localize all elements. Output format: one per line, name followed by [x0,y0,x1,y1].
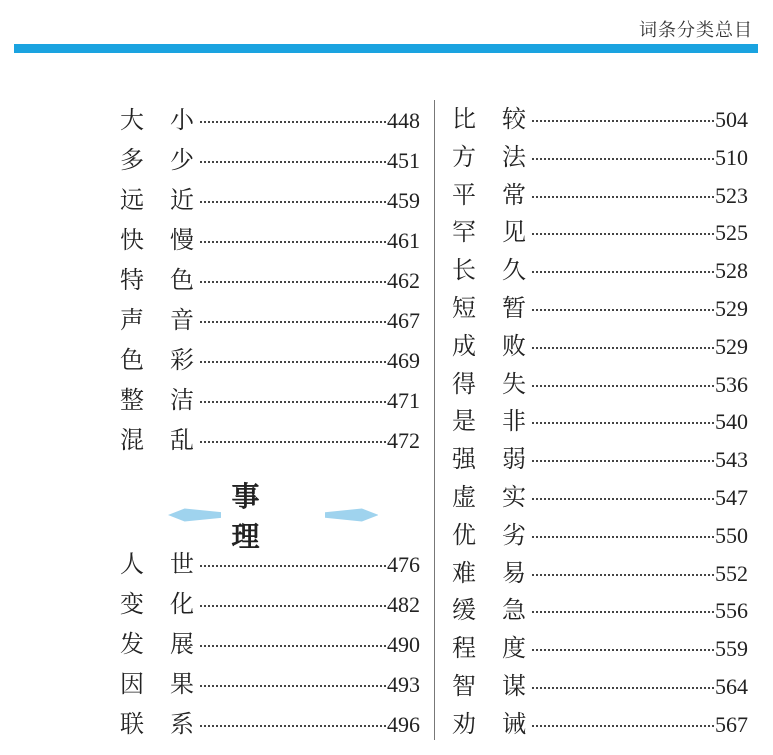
toc-entry[interactable] [120,100,420,140]
page-number: 451 [387,148,420,173]
page-number: 528 [715,258,748,284]
entry-char-1: 特 [120,266,144,294]
entry-char-2: 败 [502,331,526,360]
dot-leader [532,385,714,387]
page-number: 550 [715,522,748,548]
dot-leader [200,201,386,203]
entry-char-1: 程 [452,634,476,663]
dot-leader [200,685,386,687]
page-number: 448 [387,108,420,133]
toc-entry[interactable] [120,420,420,460]
toc-entry[interactable] [452,403,748,441]
entry-char-1: 劝 [452,709,476,738]
entry-char-1: 变 [120,590,144,618]
entry-char-2: 近 [170,186,194,214]
dot-leader [532,233,714,235]
dot-leader [200,281,386,283]
page-number: 472 [387,428,420,453]
page-number: 567 [715,711,748,737]
entry-char-1: 人 [120,550,144,578]
entry-char-1: 短 [452,293,476,322]
entry-char-2: 音 [170,306,194,334]
entry-char-1: 虚 [452,482,476,511]
entry-char-2: 果 [170,670,194,698]
entry-char-2: 劣 [502,520,526,549]
page-number: 493 [387,672,420,697]
right-column-list [452,101,748,744]
toc-entry[interactable] [452,630,748,668]
entry-char-1: 长 [452,256,476,285]
column-divider [434,100,435,740]
toc-entry[interactable] [452,252,748,290]
entry-char-1: 得 [452,369,476,398]
entry-char-2: 度 [502,634,526,663]
dot-leader [532,460,714,462]
entry-char-2: 彩 [170,346,194,374]
entry-char-2: 急 [502,596,526,625]
dot-leader [532,271,714,273]
entry-char-2: 系 [170,710,194,738]
dot-leader [532,309,714,311]
page-number: 467 [387,308,420,333]
entry-char-2: 久 [502,256,526,285]
toc-entry[interactable] [120,180,420,220]
dot-leader [200,605,386,607]
entry-char-2: 常 [502,180,526,209]
toc-entry[interactable] [452,592,748,630]
entry-char-2: 谋 [502,671,526,700]
toc-entry[interactable] [120,260,420,300]
toc-entry[interactable] [452,214,748,252]
page-number: 482 [387,592,420,617]
toc-entry[interactable] [452,101,748,139]
entry-char-1: 混 [120,426,144,454]
page-number: 469 [387,348,420,373]
entry-char-1: 难 [452,558,476,587]
toc-entry[interactable] [120,300,420,340]
dot-leader [532,120,714,122]
entry-char-2: 易 [502,558,526,587]
toc-entry[interactable] [120,140,420,180]
dot-leader [200,441,386,443]
entry-char-1: 智 [452,671,476,700]
left-column-bottom-list [120,544,420,744]
page-number: 529 [715,333,748,359]
toc-entry[interactable] [120,664,420,704]
dot-leader [200,645,386,647]
dot-leader [532,536,714,538]
entry-char-1: 大 [120,106,144,134]
page-number: 525 [715,220,748,246]
entry-char-1: 方 [452,142,476,171]
page-number: 476 [387,552,420,577]
page-number: 559 [715,636,748,662]
entry-char-2: 法 [502,142,526,171]
entry-char-1: 优 [452,520,476,549]
toc-entry[interactable] [452,668,748,706]
toc-entry[interactable] [452,366,748,404]
entry-char-1: 远 [120,186,144,214]
entry-char-2: 乱 [170,426,194,454]
toc-entry[interactable] [452,517,748,555]
dot-leader [200,565,386,567]
dot-leader [532,498,714,500]
page-number: 552 [715,560,748,586]
dot-leader [532,422,714,424]
dot-leader [532,196,714,198]
entry-char-2: 实 [502,482,526,511]
dot-leader [200,321,386,323]
toc-entry[interactable] [120,624,420,664]
page-number: 462 [387,268,420,293]
toc-entry[interactable] [452,555,748,593]
entry-char-2: 失 [502,369,526,398]
dot-leader [532,649,714,651]
toc-entry[interactable] [120,340,420,380]
entry-char-1: 声 [120,306,144,334]
toc-entry[interactable] [452,441,748,479]
toc-entry[interactable] [452,290,748,328]
right-arrow-icon [325,508,378,522]
toc-entry[interactable] [452,177,748,215]
left-arrow-icon [168,508,221,522]
toc-entry[interactable] [120,584,420,624]
entry-char-2: 少 [170,146,194,174]
entry-char-2: 见 [502,218,526,247]
dot-leader [200,361,386,363]
page-number: 547 [715,484,748,510]
entry-char-1: 成 [452,331,476,360]
entry-char-2: 较 [502,105,526,133]
entry-char-1: 发 [120,630,144,658]
left-column-top-list [120,100,420,460]
entry-char-1: 强 [452,445,476,474]
toc-entry[interactable] [120,704,420,744]
entry-char-1: 罕 [452,218,476,247]
page-number: 496 [387,712,420,737]
dot-leader [200,401,386,403]
toc-entry[interactable] [452,479,748,517]
page-number: 543 [715,447,748,473]
entry-char-2: 诫 [502,709,526,738]
entry-char-2: 小 [170,106,194,134]
dot-leader [200,725,386,727]
page-number: 461 [387,228,420,253]
entry-char-1: 快 [120,226,144,254]
page-number: 564 [715,673,748,699]
entry-char-1: 缓 [452,596,476,625]
page-header-title: 词条分类总目 [639,20,753,41]
dot-leader [532,611,714,613]
entry-char-1: 因 [120,670,144,698]
toc-entry[interactable] [120,380,420,420]
entry-char-2: 非 [502,407,526,436]
entry-char-1: 多 [120,146,144,174]
header-accent-bar [14,44,758,53]
page-number: 529 [715,295,748,321]
entry-char-1: 整 [120,386,144,414]
entry-char-2: 弱 [502,445,526,474]
entry-char-1: 色 [120,346,144,374]
entry-char-2: 暂 [502,293,526,322]
entry-char-1: 平 [452,180,476,209]
entry-char-1: 比 [452,105,476,133]
dot-leader [532,725,714,727]
entry-char-2: 展 [170,630,194,658]
section-heading-text [231,475,314,555]
dot-leader [200,241,386,243]
page-number: 540 [715,409,748,435]
entry-char-2: 色 [170,266,194,294]
dot-leader [532,687,714,689]
section-heading-char-1: 事 [231,480,260,513]
dot-leader [200,121,386,123]
page-number: 510 [715,144,748,170]
entry-char-2: 世 [170,550,194,578]
page-number: 471 [387,388,420,413]
toc-entry[interactable] [452,328,748,366]
dot-leader [532,158,714,160]
entry-char-1: 是 [452,407,476,436]
page-number: 556 [715,598,748,624]
toc-entry[interactable] [452,706,748,744]
page-number: 504 [715,107,748,132]
entry-char-2: 慢 [170,226,194,254]
toc-entry[interactable] [120,544,420,584]
page-number: 536 [715,371,748,397]
dot-leader [532,574,714,576]
toc-entry[interactable] [120,220,420,260]
page-number: 523 [715,182,748,208]
page-number: 490 [387,632,420,657]
entry-char-1: 联 [120,710,144,738]
section-heading-char-2: 理 [231,520,260,553]
dot-leader [200,161,386,163]
entry-char-2: 洁 [170,386,194,414]
entry-char-2: 化 [170,590,194,618]
dot-leader [532,347,714,349]
toc-entry[interactable] [452,139,748,177]
section-heading [168,480,378,553]
page-number: 459 [387,188,420,213]
